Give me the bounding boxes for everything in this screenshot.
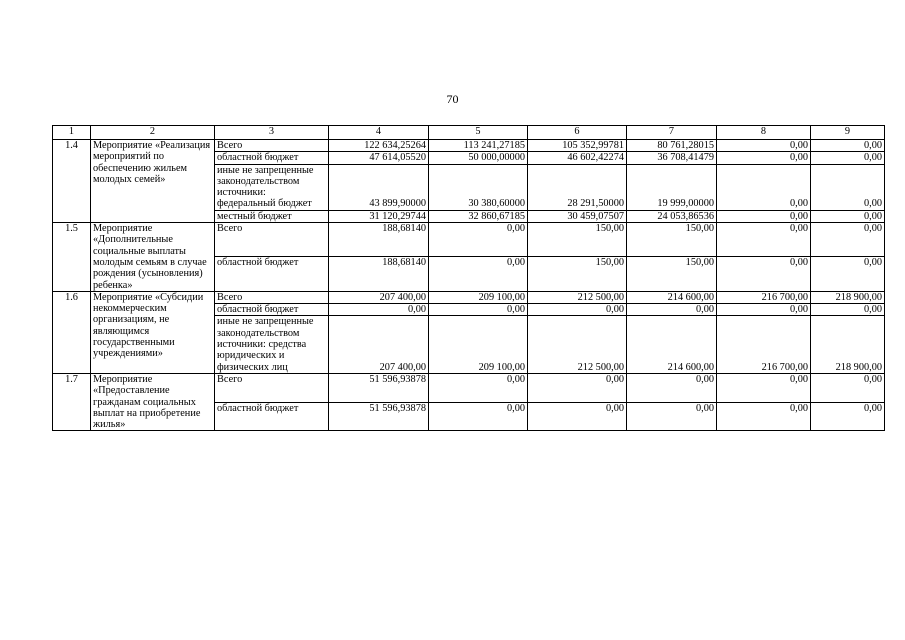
row-index: 1.4 (53, 140, 91, 223)
measure-title: Мероприятие «Субсидии некоммерческим организациям, не являющимся государственными учреждениями» (91, 291, 215, 373)
table-row (53, 140, 885, 152)
amount-cell: 0,00 (717, 152, 811, 164)
amount-cell: 207 400,00 (329, 316, 429, 373)
amount-cell: 150,00 (528, 223, 627, 257)
amount-cell: 188,68140 (329, 257, 429, 291)
table-row (53, 223, 885, 257)
amount-cell: 30 459,07507 (528, 210, 627, 222)
page-number: 70 (446, 92, 459, 106)
amount-cell: 0,00 (717, 304, 811, 316)
amount-cell: 0,00 (717, 373, 811, 402)
column-number: 8 (717, 126, 811, 140)
amount-cell: 0,00 (811, 304, 885, 316)
amount-cell: 122 634,25264 (329, 140, 429, 152)
amount-cell: 51 596,93878 (329, 402, 429, 431)
amount-cell: 218 900,00 (811, 291, 885, 303)
amount-cell: 51 596,93878 (329, 373, 429, 402)
amount-cell: 0,00 (717, 210, 811, 222)
source-label: областной бюджет (215, 402, 329, 431)
source-label: областной бюджет (215, 257, 329, 291)
source-label: Всего (215, 291, 329, 303)
amount-cell: 0,00 (429, 402, 528, 431)
amount-cell: 209 100,00 (429, 291, 528, 303)
amount-cell: 214 600,00 (627, 291, 717, 303)
amount-cell: 46 602,42274 (528, 152, 627, 164)
amount-cell: 207 400,00 (329, 291, 429, 303)
amount-cell: 214 600,00 (627, 316, 717, 373)
row-index: 1.6 (53, 291, 91, 373)
amount-cell: 0,00 (811, 402, 885, 431)
amount-cell: 0,00 (717, 402, 811, 431)
column-number: 2 (91, 126, 215, 140)
amount-cell: 30 380,60000 (429, 164, 528, 210)
source-label: иные не запрещенные законодательством источники: (217, 164, 314, 199)
source-label: местный бюджет (215, 210, 329, 222)
column-number: 9 (811, 126, 885, 140)
amount-cell: 0,00 (627, 402, 717, 431)
amount-cell: 0,00 (429, 304, 528, 316)
row-index: 1.5 (53, 223, 91, 292)
amount-cell: 36 708,41479 (627, 152, 717, 164)
source-label: областной бюджет (215, 152, 329, 164)
amount-cell: 0,00 (717, 164, 811, 210)
amount-cell: 0,00 (717, 223, 811, 257)
amount-cell: 209 100,00 (429, 316, 528, 373)
measure-title: Мероприятие «Дополнительные социальные выплаты молодым семьям в случае рождения (усыновления) ребенка» (91, 223, 215, 292)
amount-cell: 0,00 (429, 223, 528, 257)
source-label: областной бюджет (215, 304, 329, 316)
amount-cell: 0,00 (627, 373, 717, 402)
amount-cell: 212 500,00 (528, 316, 627, 373)
amount-cell: 212 500,00 (528, 291, 627, 303)
measure-title: Мероприятие «Реализация мероприятий по обеспечению жильем молодых семей» (91, 140, 215, 223)
amount-cell: 32 860,67185 (429, 210, 528, 222)
amount-cell: 0,00 (528, 402, 627, 431)
column-number: 4 (329, 126, 429, 140)
amount-cell: 0,00 (811, 164, 885, 210)
amount-cell: 0,00 (811, 373, 885, 402)
amount-cell: 80 761,28015 (627, 140, 717, 152)
amount-cell: 150,00 (627, 257, 717, 291)
amount-cell: 216 700,00 (717, 316, 811, 373)
amount-cell: 150,00 (627, 223, 717, 257)
amount-cell: 43 899,90000 (329, 164, 429, 210)
budget-table (52, 125, 885, 431)
amount-cell: 105 352,99781 (528, 140, 627, 152)
source-label: федеральный бюджет (217, 198, 312, 210)
amount-cell: 0,00 (717, 257, 811, 291)
amount-cell: 47 614,05520 (329, 152, 429, 164)
amount-cell: 0,00 (717, 140, 811, 152)
amount-cell: 19 999,00000 (627, 164, 717, 210)
amount-cell: 0,00 (429, 373, 528, 402)
amount-cell: 0,00 (429, 257, 528, 291)
amount-cell: 0,00 (811, 257, 885, 291)
row-index: 1.7 (53, 373, 91, 430)
column-number-row (53, 126, 885, 140)
amount-cell: 188,68140 (329, 223, 429, 257)
source-label: Всего (215, 223, 329, 257)
amount-cell: 0,00 (811, 210, 885, 222)
amount-cell: 216 700,00 (717, 291, 811, 303)
amount-cell: 218 900,00 (811, 316, 885, 373)
table-row (53, 291, 885, 303)
amount-cell: 28 291,50000 (528, 164, 627, 210)
column-number: 3 (215, 126, 329, 140)
amount-cell: 50 000,00000 (429, 152, 528, 164)
amount-cell: 150,00 (528, 257, 627, 291)
amount-cell: 31 120,29744 (329, 210, 429, 222)
source-label: Всего (215, 373, 329, 402)
amount-cell: 113 241,27185 (429, 140, 528, 152)
column-number: 1 (53, 126, 91, 140)
measure-title: Мероприятие «Предоставление гражданам социальных выплат на приобретение жилья» (91, 373, 215, 430)
source-label: иные не запрещенные законодательством источники: средства юридических и физических лиц (215, 316, 329, 373)
amount-cell: 0,00 (627, 304, 717, 316)
amount-cell: 0,00 (528, 373, 627, 402)
amount-cell: 0,00 (329, 304, 429, 316)
amount-cell: 0,00 (811, 152, 885, 164)
table-row (53, 373, 885, 402)
source-label-group (215, 164, 329, 210)
amount-cell: 0,00 (811, 140, 885, 152)
amount-cell: 24 053,86536 (627, 210, 717, 222)
column-number: 6 (528, 126, 627, 140)
column-number: 7 (627, 126, 717, 140)
column-number: 5 (429, 126, 528, 140)
amount-cell: 0,00 (811, 223, 885, 257)
amount-cell: 0,00 (528, 304, 627, 316)
source-label: Всего (215, 140, 329, 152)
